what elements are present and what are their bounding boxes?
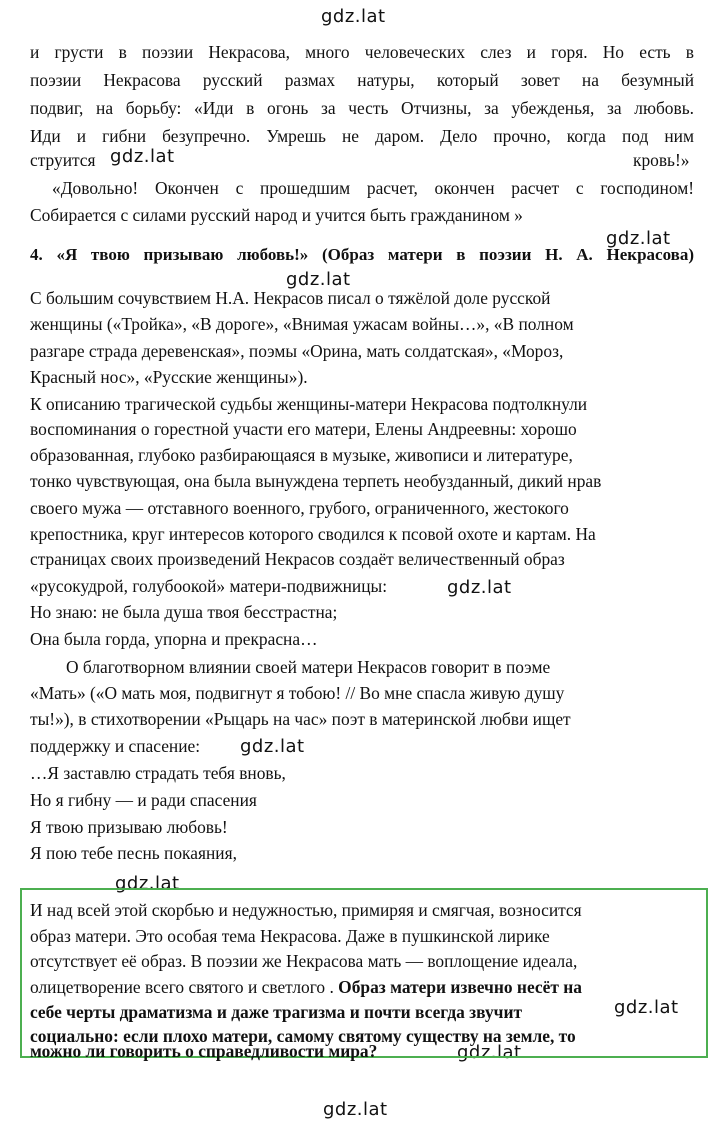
body-line: ты!»), в стихотворении «Рыцарь на час» поэт в материнской любви ищет: [30, 709, 571, 729]
section-heading: 4. «Я твою призываю любовь!» (Образ матери в поэзии Н. А. Некрасова): [30, 245, 694, 264]
intro-line: и грусти в поэзии Некрасова, много человеческих слез и горя. Но есть в: [30, 42, 694, 62]
poem-line: …Я заставлю страдать тебя вновь,: [30, 763, 286, 783]
watermark: gdz.lat: [110, 146, 175, 167]
body-line: С большим сочувствием Н.А. Некрасов писал о тяжёлой доле русской: [30, 288, 551, 308]
body-line: тонко чувствующая, она была вынуждена терпеть необузданный, дикий нрав: [30, 471, 602, 491]
intro-quote-line: Собирается с силами русский народ и учится быть гражданином »: [30, 205, 523, 225]
body-line: О благотворном влиянии своей матери Некрасов говорит в поэме: [66, 657, 551, 677]
poem-line: Я пою тебе песнь покаяния,: [30, 843, 237, 863]
box-emphasis-line-last: можно ли говорить о справедливости мира?: [30, 1041, 378, 1061]
box-line: образ матери. Это особая тема Некрасова. Даже в пушкинской лирике: [30, 926, 550, 946]
poem-line: Но я гибну — и ради спасения: [30, 790, 257, 810]
watermark: gdz.lat: [240, 736, 305, 757]
poem-line: Она была горда, упорна и прекрасна…: [30, 629, 318, 649]
intro-quote-line: «Довольно! Окончен с прошедшим расчет, окончен расчет с господином!: [52, 178, 694, 198]
box-emphasis-line: социально: если плохо матери, самому святому существу на земле, то: [30, 1026, 576, 1046]
body-line: крепостника, круг интересов которого сводился к псовой охоте и картам. На: [30, 524, 596, 544]
poem-line: Я твою призываю любовь!: [30, 817, 228, 837]
body-line: «русокудрой, голубоокой» матери-подвижницы:: [30, 576, 388, 596]
box-line: [30, 979, 582, 996]
body-line: женщины («Тройка», «В дороге», «Внимая ужасам войны…», «В полном: [30, 314, 574, 334]
watermark: gdz.lat: [606, 228, 671, 249]
watermark-bottom: gdz.lat: [323, 1099, 388, 1120]
intro-line: поэзии Некрасова русский размах натуры, который зовет на безумный: [30, 70, 694, 90]
body-line: воспоминания о горестной участи его матери, Елены Андреевны: хорошо: [30, 419, 577, 439]
body-line: К описанию трагической судьбы женщины-матери Некрасова подтолкнули: [30, 394, 588, 414]
body-line: «Мать» («О мать моя, подвигнут я тобою! // Во мне спасла живую душу: [30, 683, 565, 703]
watermark: gdz.lat: [286, 269, 351, 290]
body-line: образованная, глубоко разбирающаяся в музыке, живописи и литературе,: [30, 445, 573, 465]
intro-line-start: струится: [30, 150, 96, 170]
body-line: поддержку и спасение:: [30, 736, 201, 756]
intro-line: подвиг, на борьбу: «Иди в огонь за честь Отчизны, за убежденья, за любовь.: [30, 98, 694, 118]
box-emphasis: Образ матери извечно несёт на: [338, 977, 582, 997]
intro-line: Иди и гибни безупречно. Умрешь не даром. Дело прочно, когда под ним: [30, 126, 694, 146]
watermark: gdz.lat: [447, 577, 512, 598]
poem-line: Но знаю: не была душа твоя бесстрастна;: [30, 602, 338, 622]
box-line: отсутствует её образ. В поэзии же Некрасова мать — воплощение идеала,: [30, 951, 578, 971]
watermark: gdz.lat: [614, 997, 679, 1018]
watermark: gdz.lat: [115, 873, 180, 894]
conclusion-box: [20, 888, 708, 1061]
box-line: И над всей этой скорбью и недужностью, примиряя и смягчая, возносится: [30, 900, 582, 920]
body-line: страницах своих произведений Некрасов создаёт величественный образ: [30, 549, 565, 569]
box-emphasis-line: себе черты драматизма и даже трагизма и почти всегда звучит: [30, 1002, 523, 1022]
intro-line-end: кровь!»: [633, 150, 690, 170]
box-text: олицетворение всего святого и светлого .: [30, 977, 334, 997]
body-line: разгаре страда деревенская», поэмы «Орина, мать солдатская», «Мороз,: [30, 341, 564, 361]
watermark: gdz.lat: [457, 1042, 522, 1063]
watermark-top: gdz.lat: [321, 6, 386, 27]
body-line: Красный нос», «Русские женщины»).: [30, 367, 308, 387]
body-line: своего мужа — отставного военного, грубого, ограниченного, жестокого: [30, 498, 569, 518]
